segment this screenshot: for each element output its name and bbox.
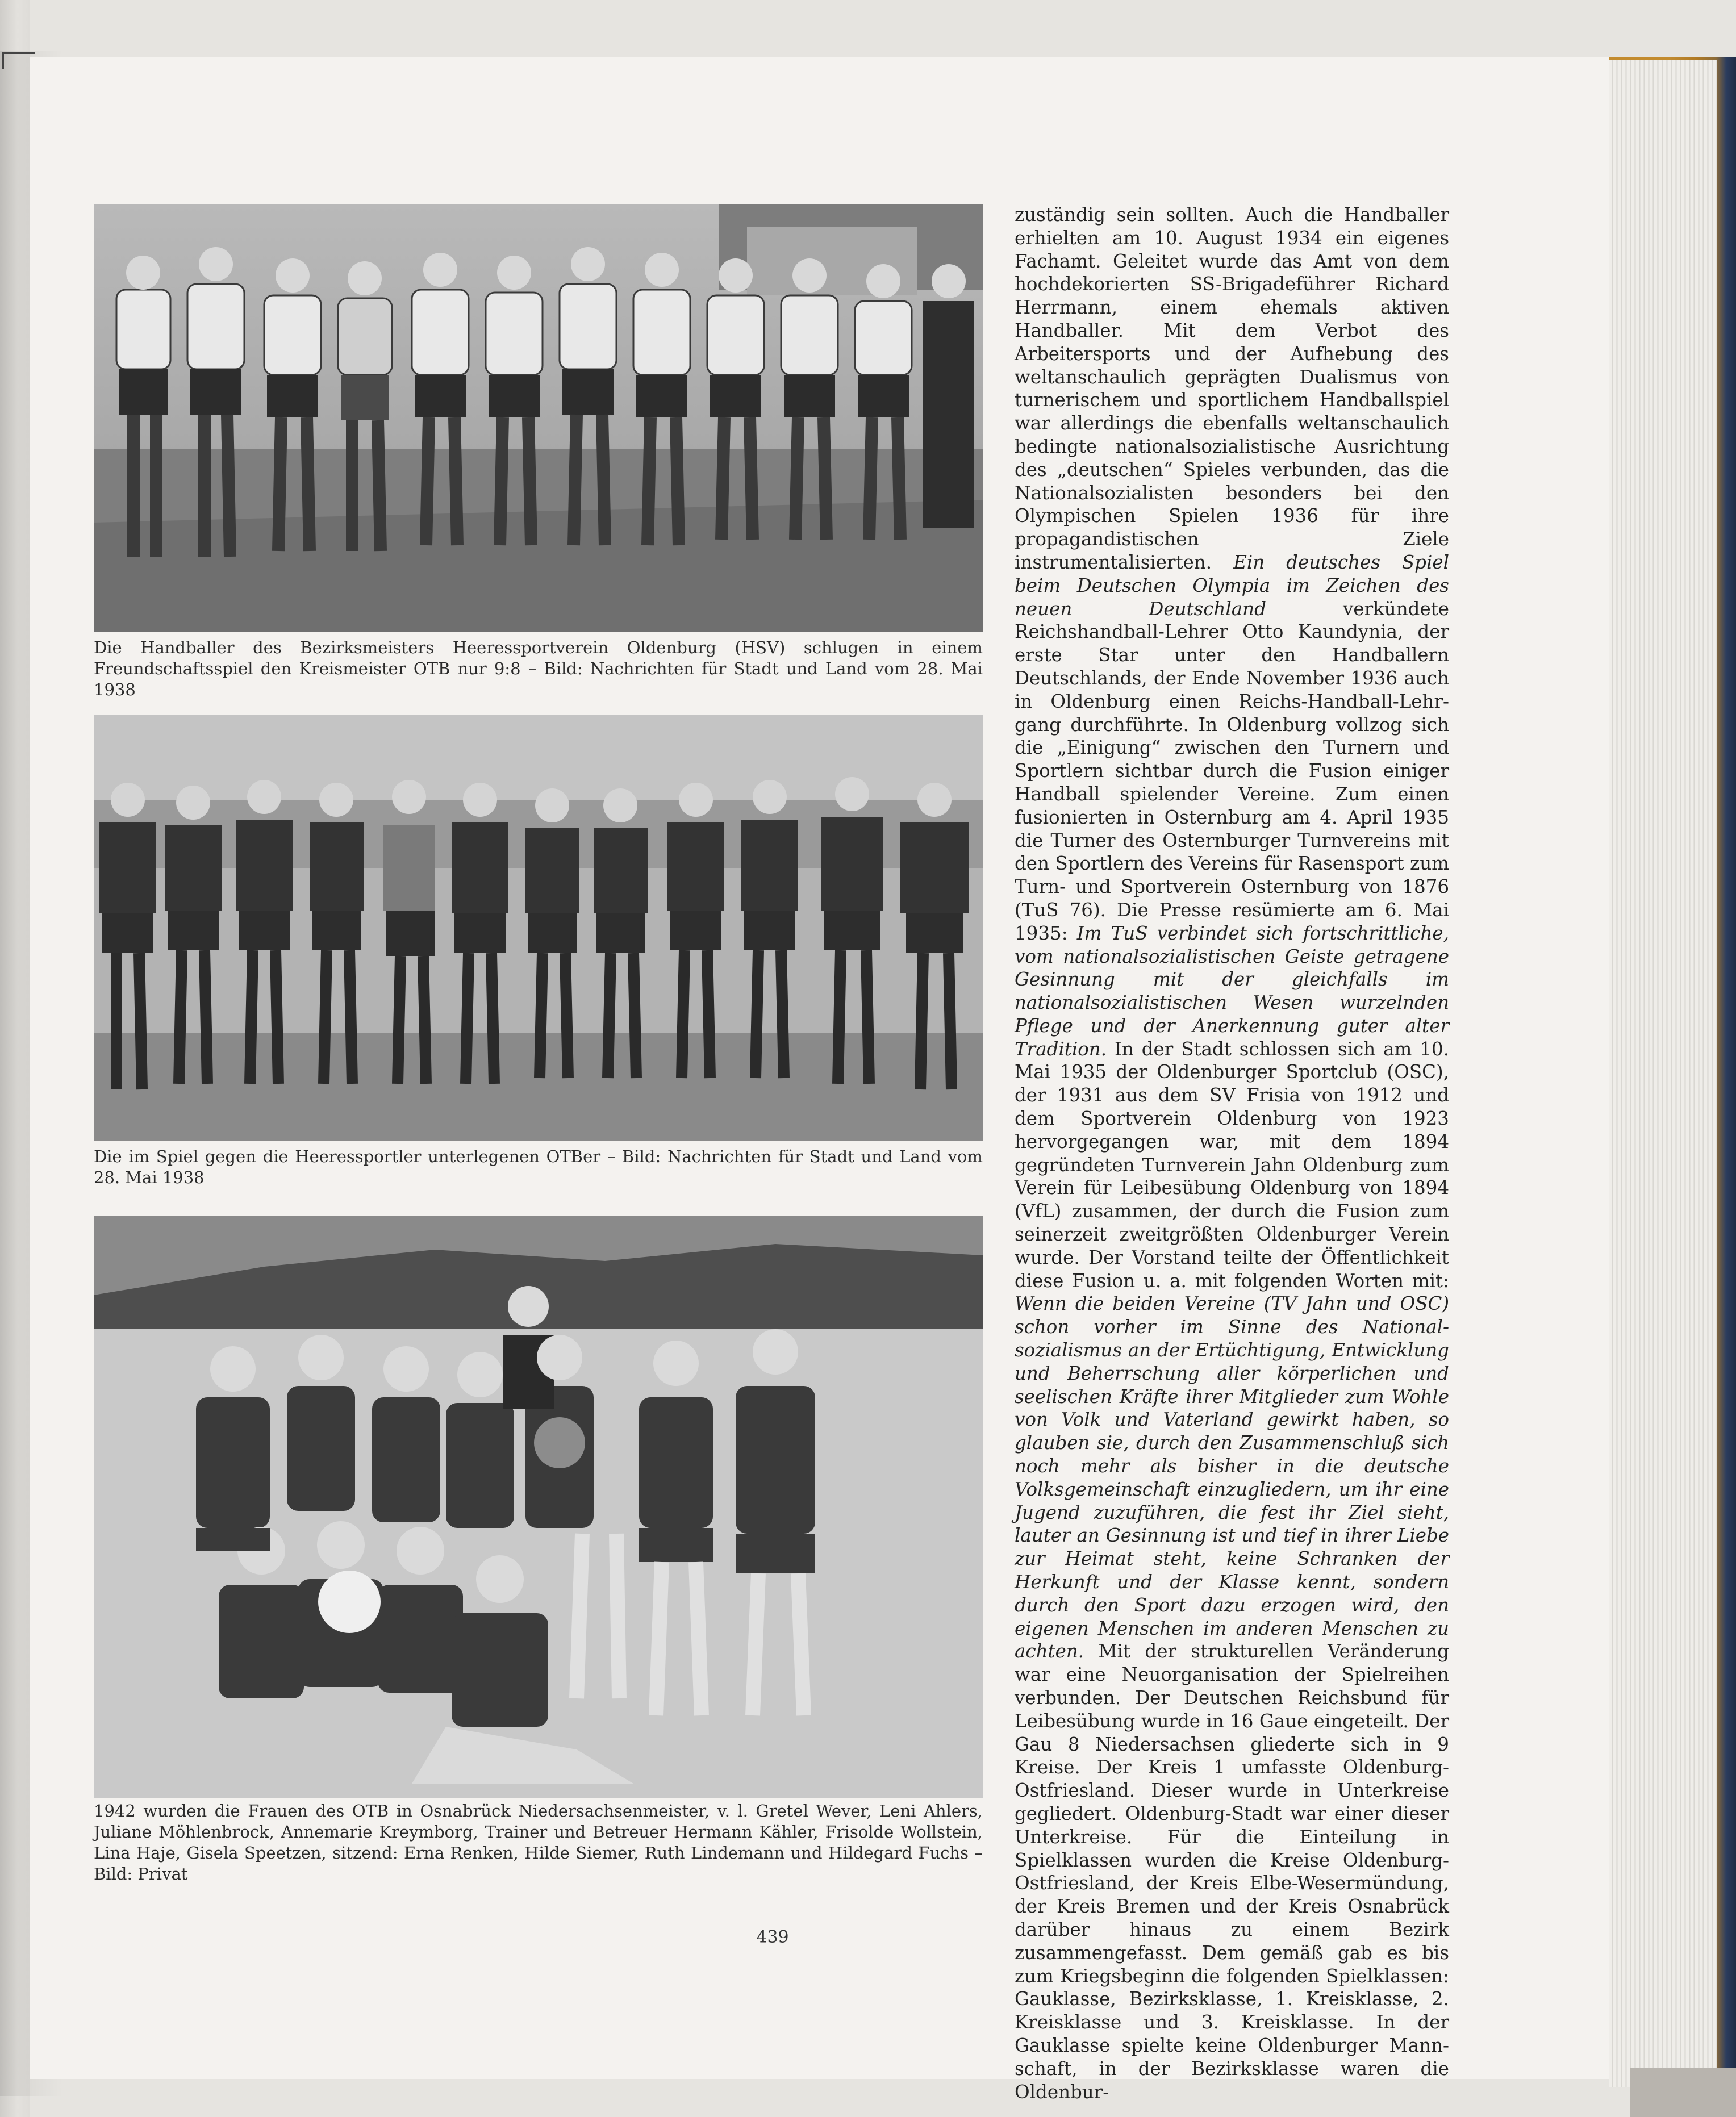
page-number: 439 [756, 1927, 789, 1947]
body-text-segment: Mit der strukturellen Veränderung war eine Neuorganisation der Spielreihen verbunden. Der Deutschen Reichsbund für Leibesübung wurde in 16 Gaue eingeteilt. Der Gau 8 Niedersachsen gliederte sich in 9 Kreise. Der Kreis 1 umfasste Oldenburg-Ostfriesland. Dieser wurde in Unterkreise gegliedert. Oldenburg-Stadt war einer dieser Unterkreise. Für die Einteilung in Spielklassen wurden die Kreise Oldenburg-Ostfriesland, der Kreis Elbe-Wesermündung, der Kreis Bremen und der Kreis Osnabrück darüber hinaus zu einem Bezirk zusammengefasst. Dem gemäß gab es bis zum Kriegsbeginn die folgenden Spielklassen: Gauklasse, Bezirksklasse, 1. Kreisklasse, 2. Kreisklasse und 3. Kreisklasse. In der Gauklasse spielte keine Oldenburger Mannschaft, in der Bezirksklasse waren die Oldenbur- [1015, 1640, 1449, 2103]
body-paragraph [1015, 203, 1449, 2103]
body-quote-italic: Wenn die beiden Vereine (TV Jahn und OSC) schon vorher im Sinne des Nationalsozialismus an der Ertüchtigung, Entwicklung und Beherrschung aller körperlichen und seelischen Kräfte ihrer Mitglieder zum Wohle von Volk und Vaterland gewirkt haben, so glauben sie, durch den Zusammenschluß sich noch mehr als bisher in die deutsche Volksgemeinschaft einzugliedern, um ihr eine Jugend zuzuführen, die fest ihr Ziel sieht, lauter an Gesinnung ist und tief in ihrer Liebe zur Heimat steht, keine Schranken der Herkunft und der Klasse kennt, sondern durch den Sport dazu erzogen wird, den eigenen Menschen im anderen Menschen zu achten. [1015, 1293, 1449, 1663]
photo2-caption-text: Die im Spiel gegen die Heeressportler unterlegenen OTBer – Bild: Nachrichten für Stadt und Land vom 28. Mai 1938 [94, 1147, 983, 1187]
body-text-segment: zuständig sein sollten. Auch die Handballer erhielten am 10. August 1934 ein eigenes Fachamt. Geleitet wurde das Amt von dem hochdekorierten SS-Brigadeführer Richard Herrmann, einem ehemals aktiven Handballer. Mit dem Verbot des Arbeitersports und der Aufhebung des weltanschaulich geprägten Dualismus von turnerischem und sportlichem Handballspiel war allerdings die ebenfalls weltanschaulich bedingte nationalsozialistische Ausrichtung des „deutschen“ Spieles verbunden, das die Nationalsozialisten besonders bei den Olympischen Spielen 1936 für ihre propagandistischen Ziele instrumentalisierten. [1015, 204, 1449, 573]
body-text-segment: verkündete Reichshandball-Lehrer Otto Kaundynia, der erste Star unter den Handballern Deutschlands, der Ende November 1936 auch in Oldenburg einen Reichs-Handball-Lehrgang durchführte. In Oldenburg vollzog sich die „Einigung“ zwischen den Turnern und Sportlern sichtbar durch die Fusion einiger Handball spielender Vereine. Zum einen fusionierten in Osternburg am 4. April 1935 die Turner des Osternburger Turnvereins mit den Sportlern des Vereins für Rasensport zum Turn- und Sportverein Osternburg von 1876 (TuS 76). Die Presse resümierte am 6. Mai 1935: [1015, 598, 1449, 944]
photo1-caption [94, 637, 983, 700]
photo3-caption [94, 1801, 983, 1885]
photo-otb-women-team [94, 1216, 983, 1798]
photo1-caption-text: Die Handballer des Bezirksmeisters Heeressportverein Oldenburg (HSV) schlugen in einem Freundschaftsspiel den Kreismeister OTB nur 9:8 – Bild: Nachrichten für Stadt und Land vom 28. Mai 1938 [94, 638, 983, 699]
scan-background [1630, 2068, 1736, 2117]
body-text-column [1015, 203, 1449, 2103]
photo-hsv-handball-team [94, 204, 983, 632]
photo3-caption-text: 1942 wurden die Frauen des OTB in Osnabrück Niedersachsenmeister, v. l. Gretel Wever, Leni Ahlers, Juliane Möhlenbrock, Annemarie Kreymborg, Trainer und Betreuer Hermann Kähler, Frisolde Wollstein, Lina Haje, Gisela Speetzen, sitzend: Erna Renken, Hilde Siemer, Ruth Lindemann und Hildegard Fuchs – Bild: Privat [94, 1801, 983, 1884]
photo-otb-handball-team [94, 715, 983, 1141]
body-text-segment: In der Stadt schlossen sich am 10. Mai 1935 der Oldenburger Sportclub (OSC), der 1931 aus dem SV Frisia von 1912 und dem Sportverein Oldenburg von 1923 hervorgegangen war, mit dem 1894 gegründeten Turnverein Jahn Oldenburg zum Verein für Leibesübung Oldenburg von 1894 (VfL) zusammen, der durch die Fusion zum seinerzeit zweitgrößten Oldenburger Verein wurde. Der Vorstand teilte der Öffentlichkeit diese Fusion u. a. mit folgenden Worten mit: [1015, 1038, 1449, 1292]
body-quote-italic: Ein deutsches Spiel beim Deutschen Olympia im Zeichen des neuen Deutschland [1015, 551, 1449, 620]
body-quote-italic: Im TuS verbindet sich fortschrittliche, vom nationalsozialistischen Geiste getragene Gesinnung mit der gleichfalls im nationalsozialistischen Wesen wurzelnden Pflege und der Anerkennung guter alter Tradition. [1015, 922, 1449, 1060]
book-page-edges [1609, 60, 1717, 2087]
photo2-caption [94, 1146, 983, 1188]
